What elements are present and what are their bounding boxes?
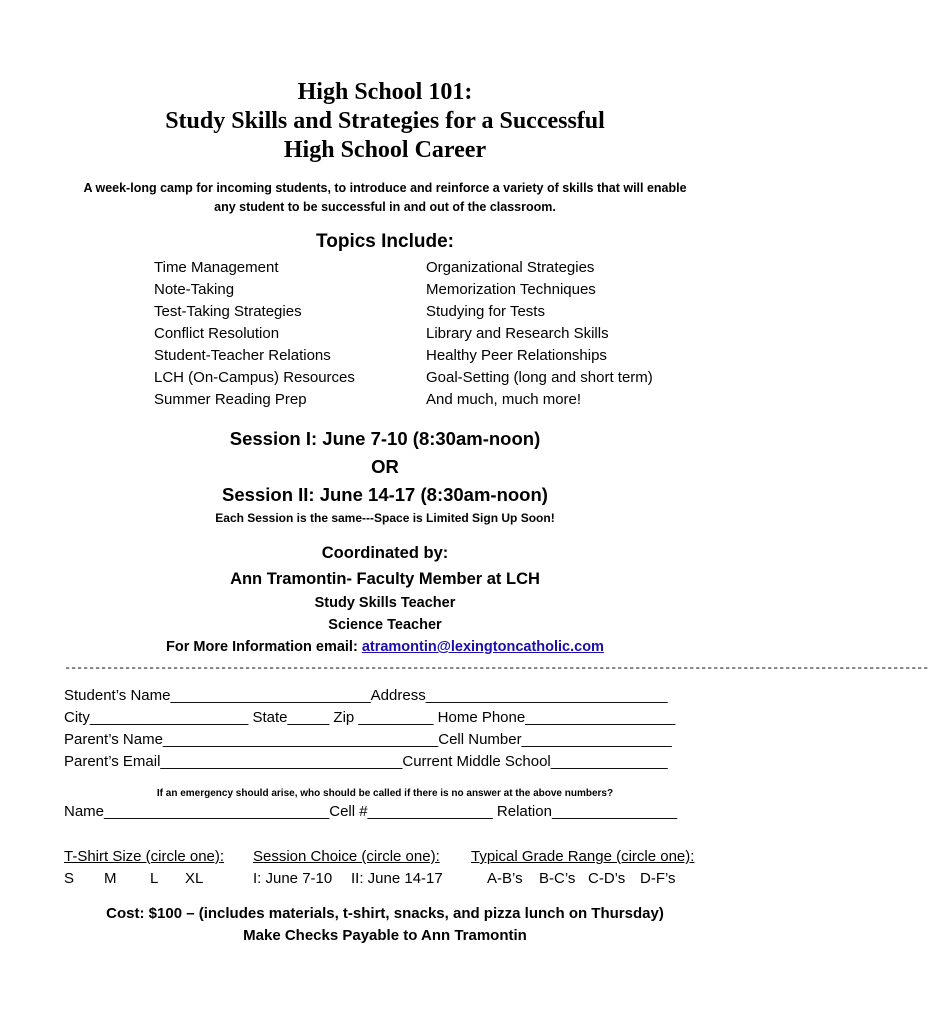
topic-list-right xyxy=(426,257,653,411)
topic-list-left xyxy=(154,257,355,411)
tshirt-size-m[interactable]: M xyxy=(104,870,117,887)
cut-line-divider: ------------------------------------------------------------------------------------------------------------------------------------------------ xyxy=(64,661,928,675)
coordinator-role-2: Science Teacher xyxy=(328,617,442,633)
topic-item: Library and Research Skills xyxy=(426,325,609,342)
session-1: Session I: June 7-10 (8:30am-noon) xyxy=(229,428,541,449)
coordinator-name: Ann Tramontin- Faculty Member at LCH xyxy=(230,570,540,588)
topic-item: Test-Taking Strategies xyxy=(154,303,302,320)
topic-item: Time Management xyxy=(154,259,279,276)
tshirt-size-s[interactable]: S xyxy=(64,870,75,887)
topic-item: Note-Taking xyxy=(154,281,235,298)
session-choice-2[interactable]: II: June 14-17 xyxy=(351,870,443,887)
grade-range-bc[interactable]: B-C’s xyxy=(539,870,576,887)
form-line-city-phone: City___________________ State_____ Zip _________ Home Phone__________________ xyxy=(64,709,676,726)
form-line-email-school: Parent’s Email_____________________________Current Middle School______________ xyxy=(64,753,668,770)
topic-item: Summer Reading Prep xyxy=(154,391,307,408)
coordinator-role-1: Study Skills Teacher xyxy=(314,595,456,611)
grade-range-ab[interactable]: A-B’s xyxy=(487,870,523,887)
topic-item: And much, much more! xyxy=(426,391,582,408)
intro-line-2: any student to be successful in and out of the classroom. xyxy=(214,200,556,214)
topic-item: Studying for Tests xyxy=(426,303,545,320)
tshirt-heading: T-Shirt Size (circle one): xyxy=(64,848,225,865)
info-label: For More Information email: xyxy=(166,639,362,655)
checks-payable-line: Make Checks Payable to Ann Tramontin xyxy=(243,927,527,944)
topic-item: Memorization Techniques xyxy=(426,281,596,298)
grade-range-heading: Typical Grade Range (circle one): xyxy=(471,848,695,865)
info-line xyxy=(0,636,770,658)
session-2: Session II: June 14-17 (8:30am-noon) xyxy=(222,484,548,505)
session-or: OR xyxy=(371,456,399,477)
tshirt-size-l[interactable]: L xyxy=(150,870,159,887)
topic-item: Goal-Setting (long and short term) xyxy=(426,369,653,386)
coordinator-heading: Coordinated by: xyxy=(321,544,449,562)
topic-item: Conflict Resolution xyxy=(154,325,280,342)
topics-heading: Topics Include: xyxy=(316,231,454,252)
form-line-parent-cell: Parent’s Name_________________________________Cell Number__________________ xyxy=(64,731,672,748)
session-note: Each Session is the same---Space is Limited Sign Up Soon! xyxy=(215,511,555,525)
grade-range-df[interactable]: D-F’s xyxy=(640,870,676,887)
emergency-note: If an emergency should arise, who should be called if there is no answer at the above numbers? xyxy=(156,788,614,799)
topic-item: Organizational Strategies xyxy=(426,259,595,276)
intro-line-1: A week-long camp for incoming students, to introduce and reinforce a variety of skills that will enable xyxy=(83,181,687,195)
topic-item: Student-Teacher Relations xyxy=(154,347,331,364)
topic-item: LCH (On-Campus) Resources xyxy=(154,369,355,386)
form-line-student-address: Student’s Name________________________Address_____________________________ xyxy=(64,687,668,704)
session-choice-heading: Session Choice (circle one): xyxy=(253,848,440,865)
session-choice-1[interactable]: I: June 7-10 xyxy=(253,870,333,887)
title-line-1: High School 101: xyxy=(297,79,473,105)
tshirt-size-xl[interactable]: XL xyxy=(185,870,204,887)
topic-item: Healthy Peer Relationships xyxy=(426,347,607,364)
cost-line: Cost: $100 – (includes materials, t-shirt, snacks, and pizza lunch on Thursday) xyxy=(106,905,664,922)
form-line-emergency-contact: Name___________________________Cell #_______________ Relation_______________ xyxy=(64,803,678,820)
title-line-3: High School Career xyxy=(283,137,487,163)
title-line-2: Study Skills and Strategies for a Successful xyxy=(165,108,605,134)
grade-range-cd[interactable]: C-D’s xyxy=(588,870,626,887)
email-link[interactable]: atramontin@lexingtoncatholic.com xyxy=(361,639,604,655)
